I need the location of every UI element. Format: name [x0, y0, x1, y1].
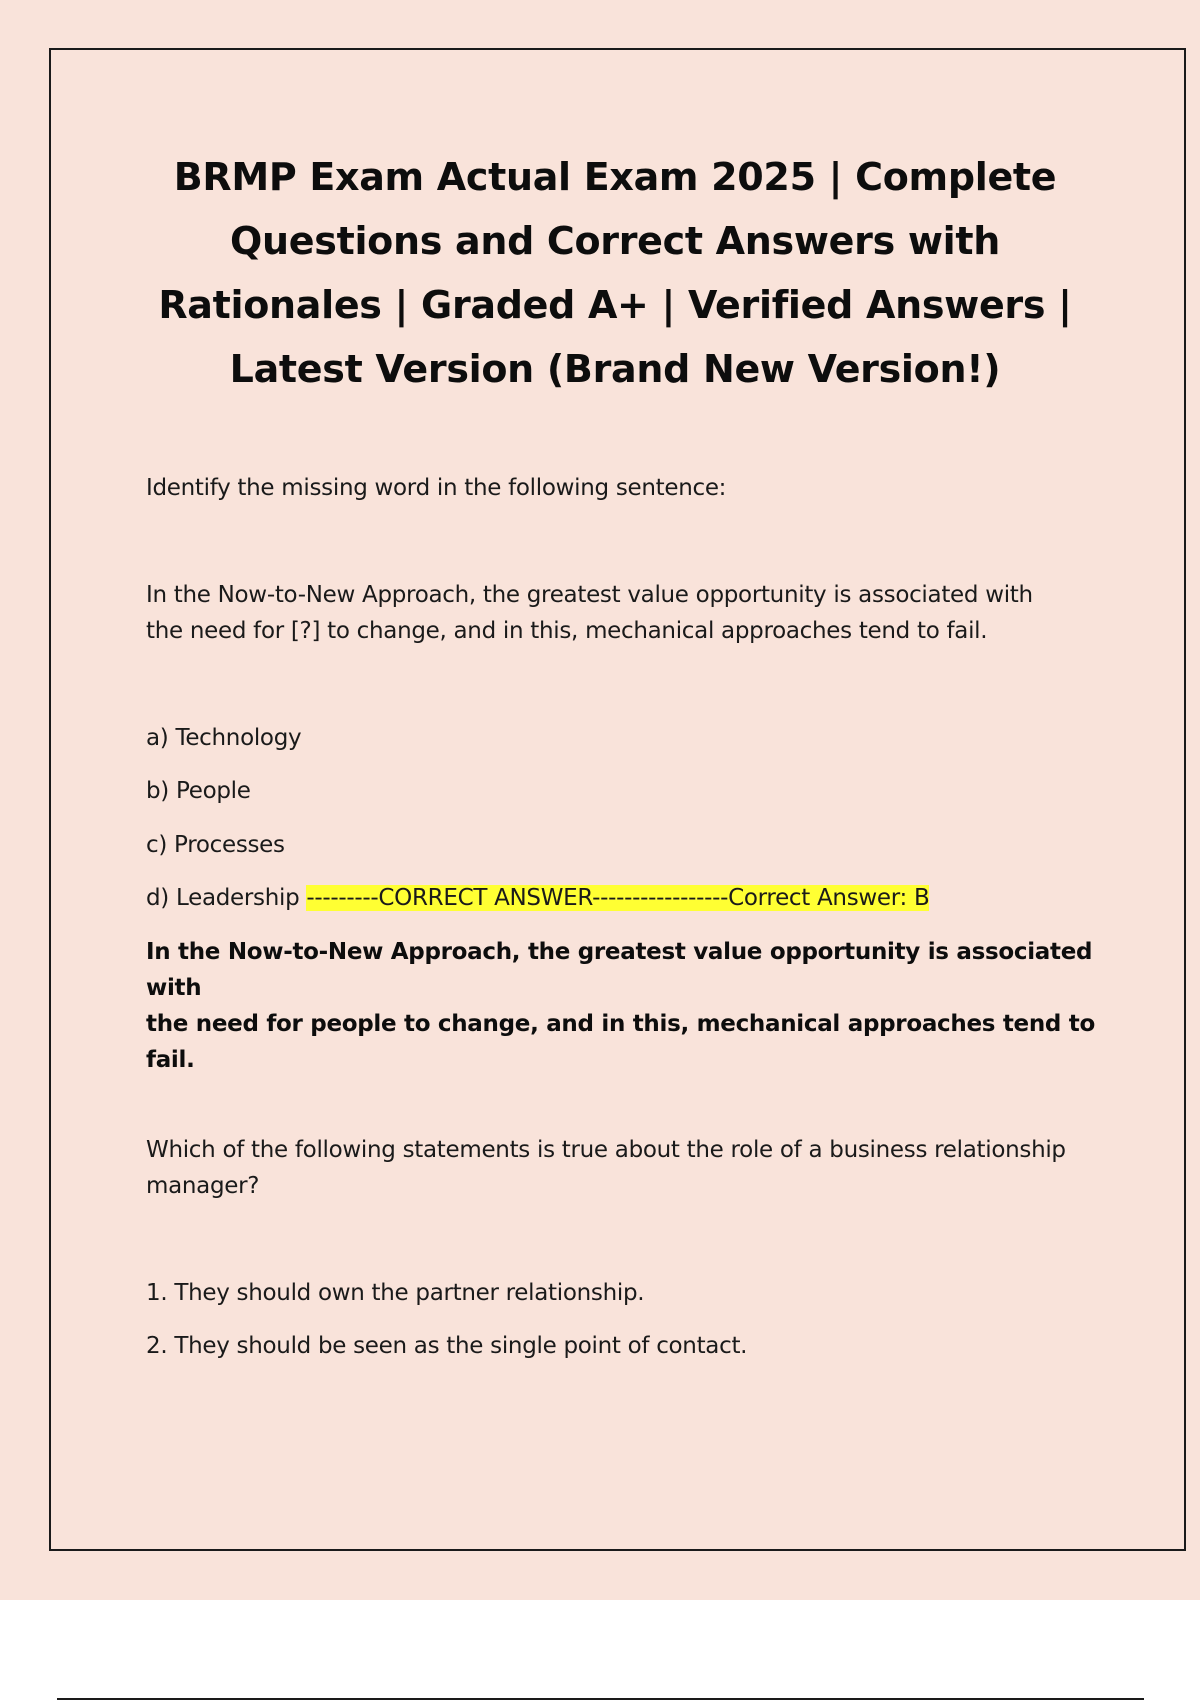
q1-option-c: c) Processes [146, 832, 285, 858]
q1-instruction: Identify the missing word in the following sentence: [146, 475, 727, 501]
q2-statement-1: 1. They should own the partner relationship. [146, 1280, 645, 1306]
q1-stem-line-2: the need for [?] to change, and in this, mechanical approaches tend to fail. [146, 618, 988, 644]
q1-option-a: a) Technology [146, 725, 302, 751]
q1-rationale-line-1: In the Now-to-New Approach, the greatest value opportunity is associated with [146, 939, 1093, 1001]
q1-stem-line-1: In the Now-to-New Approach, the greatest value opportunity is associated with [146, 582, 1033, 608]
q2-stem-line-1: Which of the following statements is true about the role of a business relationship [146, 1137, 1066, 1163]
q1-stem [146, 577, 1106, 649]
q1-option-b: b) People [146, 778, 251, 804]
q2-statement-2: 2. They should be seen as the single point of contact. [146, 1333, 748, 1359]
q1-option-d-label: d) Leadership [146, 885, 300, 911]
document-title: BRMP Exam Actual Exam 2025 | Complete Questions and Correct Answers with Rationales | Graded A+ | Verified Answers | Latest Version (Brand New Version!) [158, 155, 1072, 391]
q2-stem [146, 1132, 1106, 1204]
correct-answer-highlight: ---------CORRECT ANSWER-----------------Correct Answer: B [306, 885, 930, 911]
q1-option-d [146, 880, 1106, 916]
q2-stem-line-2: manager? [146, 1173, 260, 1199]
q1-rationale [146, 934, 1106, 1078]
q1-rationale-line-2: the need for people to change, and in this, mechanical approaches tend to fail. [146, 1011, 1095, 1073]
